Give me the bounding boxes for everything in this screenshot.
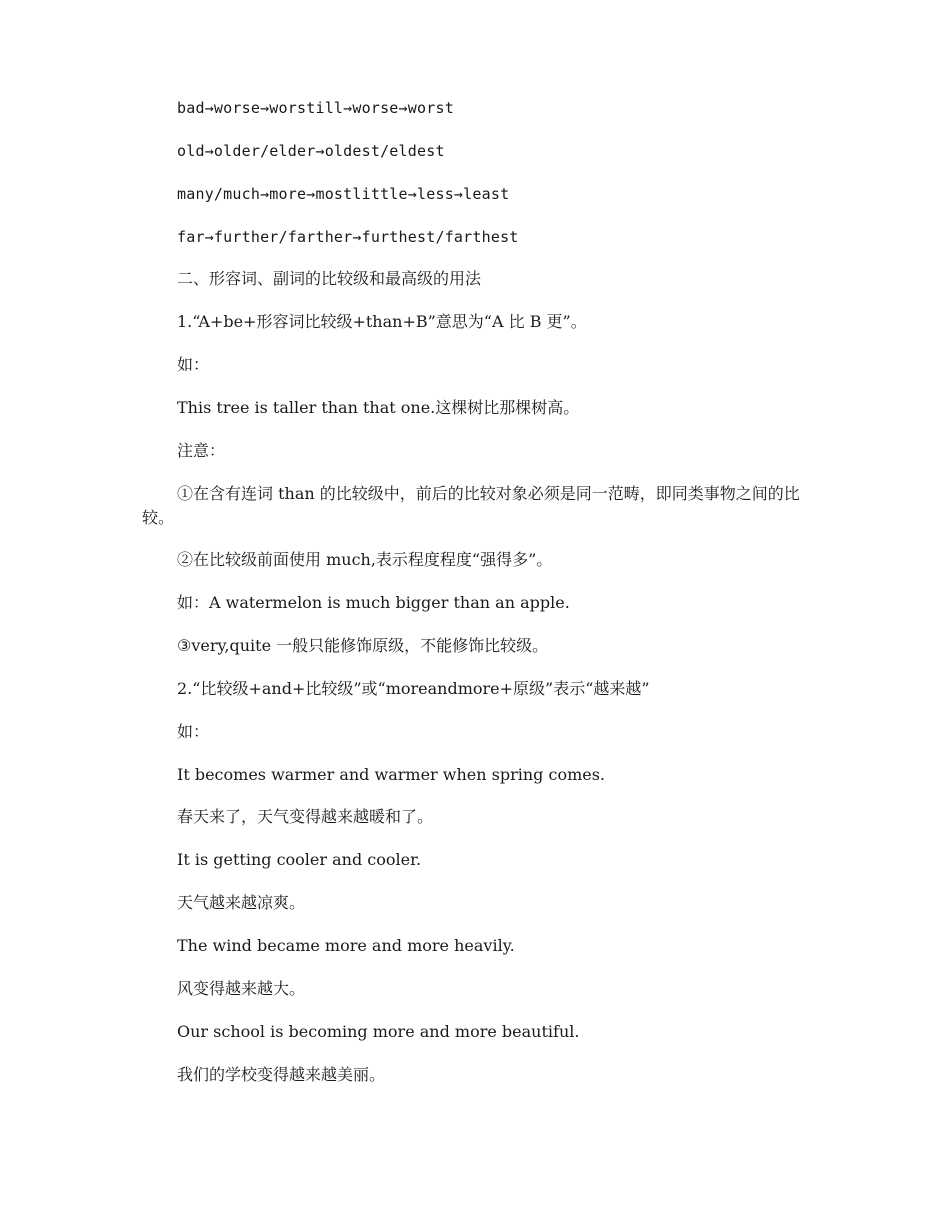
text-line: bad→worse→worstill→worse→worst <box>177 99 454 117</box>
text-line: 2.“比较级+and+比较级”或“moreandmore+原级”表示“越来越” <box>177 679 650 698</box>
text-line: many/much→more→mostlittle→less→least <box>177 185 510 203</box>
text-line: ②在比较级前面使用 much,表示程度程度“强得多”。 <box>177 550 553 569</box>
text-line: 如： <box>177 722 210 741</box>
text-line: 我们的学校变得越来越美丽。 <box>177 1065 386 1084</box>
text-line: 风变得越来越大。 <box>177 979 306 998</box>
text-line: 天气越来越凉爽。 <box>177 893 306 912</box>
text-line: The wind became more and more heavily. <box>177 936 515 955</box>
text-line: old→older/elder→oldest/eldest <box>177 142 445 160</box>
text-line: This tree is taller than that one.这棵树比那棵树高。 <box>177 398 580 417</box>
text-line: It becomes warmer and warmer when spring comes. <box>177 765 606 784</box>
text-line: Our school is becoming more and more beautiful. <box>177 1022 580 1041</box>
text-line: 注意： <box>177 441 226 460</box>
text-paragraph: ①在含有连词 than 的比较级中，前后的比较对象必须是同一范畴，即同类事物之间的比较。 <box>142 484 800 527</box>
text-line: 如：A watermelon is much bigger than an apple. <box>177 593 570 612</box>
text-line: far→further/farther→furthest/farthest <box>177 228 519 246</box>
text-line: 如： <box>177 355 210 374</box>
text-line: 1.“A+be+形容词比较级+than+B”意思为“A 比 B 更”。 <box>177 312 587 331</box>
text-line: 春天来了，天气变得越来越暖和了。 <box>177 807 434 826</box>
text-line: It is getting cooler and cooler. <box>177 850 422 869</box>
section-heading: 二、形容词、副词的比较级和最高级的用法 <box>177 269 482 288</box>
text-line: ③very,quite 一般只能修饰原级，不能修饰比较级。 <box>177 636 549 655</box>
